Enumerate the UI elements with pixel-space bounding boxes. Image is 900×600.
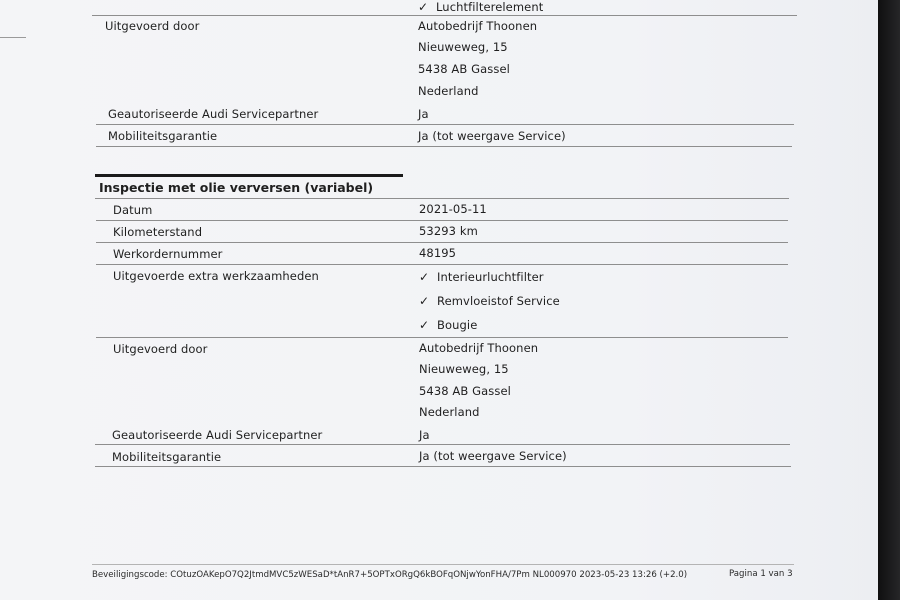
divider <box>96 264 788 265</box>
address-line: Autobedrijf Thoonen <box>418 19 538 33</box>
performed-by-label: Uitgevoerd door <box>105 19 200 33</box>
authorized-value: Ja <box>418 107 429 121</box>
margin-mark <box>0 37 26 38</box>
mileage-label: Kilometerstand <box>113 225 203 239</box>
divider <box>96 242 788 243</box>
divider <box>96 220 788 221</box>
mobility-label: Mobiliteitsgarantie <box>112 450 222 464</box>
checklist-item-bougie: ✓ Bougie <box>419 318 478 332</box>
check-icon: ✓ <box>418 0 429 14</box>
checklist-item-luchtfilter: ✓ Luchtfilterelement <box>418 0 544 14</box>
address-line: 5438 AB Gassel <box>418 62 510 76</box>
divider <box>96 146 792 147</box>
page-number: Pagina 1 van 3 <box>729 569 793 579</box>
date-value: 2021-05-11 <box>419 202 487 216</box>
work-order-value: 48195 <box>419 246 457 260</box>
section-heading: Inspectie met olie verversen (variabel) <box>99 180 374 195</box>
check-icon: ✓ <box>419 270 430 284</box>
divider <box>95 466 791 467</box>
address-line: 5438 AB Gassel <box>419 384 511 398</box>
divider <box>95 198 789 199</box>
mobility-value: Ja (tot weergave Service) <box>419 449 567 463</box>
address-line: Nieuweweg, 15 <box>418 40 508 54</box>
address-line: Nederland <box>419 405 480 419</box>
divider <box>96 124 794 125</box>
footer-divider <box>92 564 794 565</box>
mileage-value: 53293 km <box>419 224 478 238</box>
address-line: Nieuweweg, 15 <box>419 362 509 376</box>
mobility-value: Ja (tot weergave Service) <box>418 129 566 143</box>
checklist-item-interieurluchtfilter: ✓ Interieurluchtfilter <box>419 270 544 284</box>
check-icon: ✓ <box>419 294 430 308</box>
security-code: Beveiligingscode: COtuzOAKepO7Q2JtmdMVC5zWESaD*tAnR7+5OPTxORgQ6kBOFqONjwYonFHA/7Pm NL000970 2023-05-23 13:26 (+2.0) <box>92 570 688 580</box>
divider <box>95 444 790 445</box>
page-shadow <box>878 0 900 600</box>
address-line: Nederland <box>418 84 479 98</box>
work-order-label: Werkordernummer <box>113 247 223 261</box>
authorized-label: Geautoriseerde Audi Servicepartner <box>108 107 319 121</box>
address-line: Autobedrijf Thoonen <box>419 341 539 355</box>
check-icon: ✓ <box>419 318 430 332</box>
mobility-label: Mobiliteitsgarantie <box>108 129 218 143</box>
date-label: Datum <box>113 203 153 217</box>
divider <box>92 15 797 16</box>
extra-work-label: Uitgevoerde extra werkzaamheden <box>113 269 319 283</box>
section-heading-bar <box>95 174 403 177</box>
performed-by-label: Uitgevoerd door <box>113 342 208 356</box>
divider <box>96 337 788 338</box>
authorized-value: Ja <box>419 428 430 442</box>
authorized-label: Geautoriseerde Audi Servicepartner <box>112 428 323 442</box>
checklist-item-remvloeistof: ✓ Remvloeistof Service <box>419 294 560 308</box>
